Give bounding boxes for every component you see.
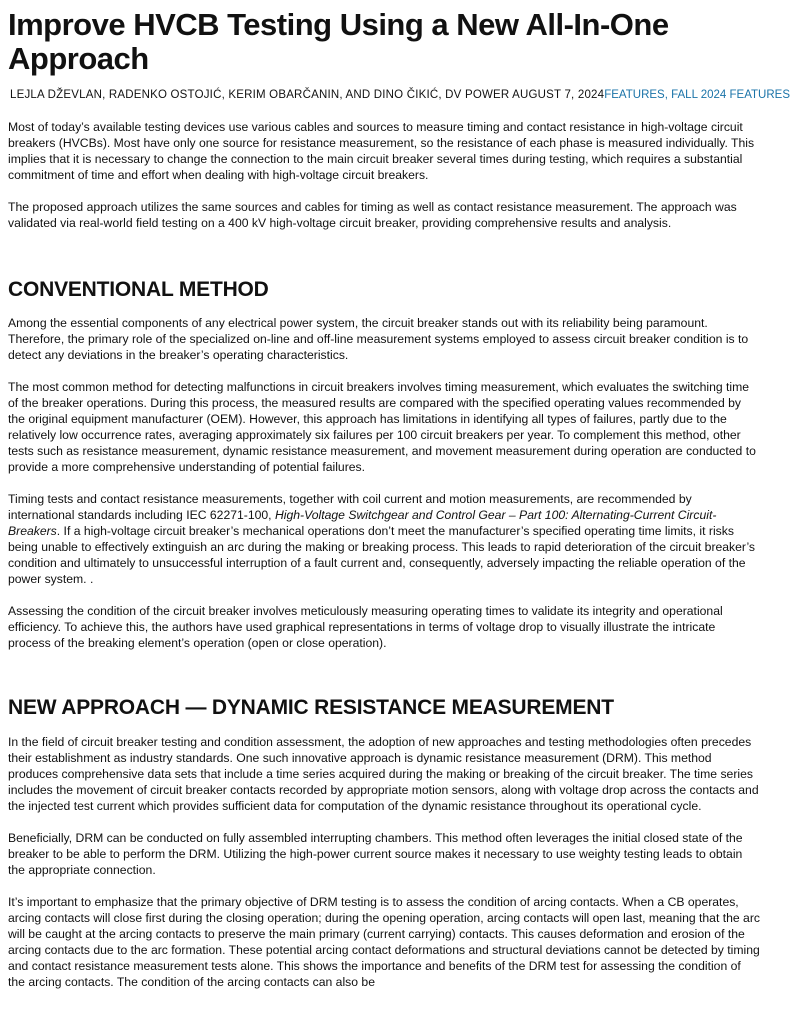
article-title: Improve HVCB Testing Using a New All-In-One Approach <box>8 7 669 76</box>
standard-title-italic: High-Voltage Switchgear and Control Gear – Part 100: Alternating-Current Circuit-Breakers <box>8 508 717 538</box>
new-approach-paragraph-1: In the field of circuit breaker testing and condition assessment, the adoption of new approaches and testing methodologies often precedes their establishment as industry standards. One such innovative approach is dynamic resistance measurement (DRM). This method produces comprehensive data sets that include a time series acquired during the making or breaking of the circuit breaker. The time series includes the movement of circuit breaker contacts recorded by appropriate motion sensors, along with voltage drop across the contacts and the injected test current which provides sufficient data for computation of the dynamic resistance throughout its operational cycle. <box>8 735 759 813</box>
conventional-paragraph-3 <box>8 491 760 587</box>
new-approach-paragraph-3: It’s important to emphasize that the primary objective of DRM testing is to assess the condition of arcing contacts. When a CB operates, arcing contacts will close first during the closing operation; during the opening operation, arcing contacts will open last, meaning that the arc will be caught at the arcing contacts to preserve the main primary (current carrying) contacts. This causes deformation and erosion of the arcing contacts due to the arc formation. These potential arcing contact deformations and structural deviations cannot be detected by timing and contact resistance measurement tests alone. This shows the importance and benefits of the DRM test for assessing the condition of the arcing contacts. The condition of the arcing contacts can also be <box>8 895 760 989</box>
conventional-paragraph-1: Among the essential components of any electrical power system, the circuit breaker stands out with its reliability being paramount. Therefore, the primary role of the specialized on-line and off-line measurement systems employed to assess circuit breaker condition is to detect any deviations in the breaker’s operating characteristics. <box>8 316 749 362</box>
conventional-paragraph-4: Assessing the condition of the circuit breaker involves meticulously measuring operating times to validate its integrity and operational efficiency. To achieve this, the authors have used graphical representations in terms of voltage drop to visually illustrate the intricate process of the breaking element’s operation (open or close operation). <box>8 604 723 650</box>
conventional-paragraph-3-text-a: Timing tests and contact resistance measurements, together with coil current and motion measurements, are recommended by international standards including IEC 62271-100, <box>8 492 692 522</box>
conventional-paragraph-3-text-b: . If a high-voltage circuit breaker’s mechanical operations don’t meet the manufacturer’s specified operating time limits, it risks being unable to effectively extinguish an arc during the making or breaking process. This leads to rapid deterioration of the circuit breaker’s condition and ultimately to unsuccessful interruption of a fault current and, consequently, adversely impacting the reliable operation of the power system. . <box>8 524 756 586</box>
section-heading-new-approach: NEW APPROACH — DYNAMIC RESISTANCE MEASUREMENT <box>8 696 614 719</box>
new-approach-paragraph-2: Beneficially, DRM can be conducted on fully assembled interrupting chambers. This method often leverages the initial closed state of the breaker to be able to perform the DRM. Utilizing the high-power current source makes it necessary to use weighty testing leads to obtain the appropriate connection. <box>8 831 743 877</box>
intro-paragraph-2: The proposed approach utilizes the same sources and cables for timing as well as contact resistance measurement. The approach was validated via real-world field testing on a 400 kV high-voltage circuit breaker, providing comprehensive results and analysis. <box>8 200 737 230</box>
category-separator: , <box>664 89 672 101</box>
article-byline <box>8 88 790 102</box>
category-link-fall-2024-features[interactable]: FALL 2024 FEATURES <box>671 89 790 101</box>
section-heading-conventional-method: CONVENTIONAL METHOD <box>8 278 269 301</box>
byline-authors-date: LEJLA DŽEVLAN, RADENKO OSTOJIĆ, KERIM OBARČANIN, AND DINO ČIKIĆ, DV POWER AUGUST 7, 2024 <box>10 89 605 101</box>
conventional-paragraph-2: The most common method for detecting malfunctions in circuit breakers involves timing measurement, which evaluates the switching time of the breaker operations. During this process, the measured results are compared with the specified operating values recommended by the original equipment manufacturer (OEM). However, this approach has limitations in identifying all types of failures, partly due to the relatively low occurrence rates, averaging approximately six failures per 100 circuit breakers per year. To complement this method, other tests such as resistance measurement, dynamic resistance measurement, and movement measurement during operation are conducted to provide a more comprehensive understanding of potential failures. <box>8 380 756 474</box>
category-link-features[interactable]: FEATURES <box>604 89 665 101</box>
intro-paragraph-1: Most of today’s available testing devices use various cables and sources to measure timing and contact resistance in high-voltage circuit breakers (HVCBs). Most have only one source for resistance measurement, so the resistance of each phase is measured individually. This implies that it is necessary to change the connection to the main circuit breaker several times during testing, which requires a substantial commitment of time and effort when dealing with high-voltage circuit breakers. <box>8 120 755 182</box>
